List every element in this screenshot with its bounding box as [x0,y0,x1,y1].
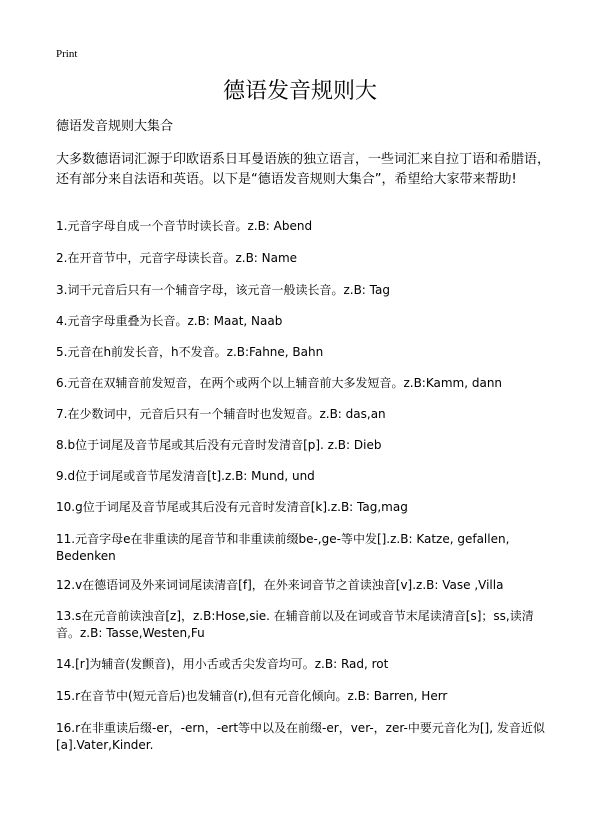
page-title: 德语发音规则大 [222,79,377,104]
print-link[interactable]: Print [56,48,78,60]
rule-item: 15.r在音节中(短元音后)也发辅音(r),但有元音化倾向。z.B: Barren, Herr [56,689,448,703]
rule-item: 7.在少数词中，元音后只有一个辅音时也发短音。z.B: das,an [56,407,386,421]
rule-item: 8.b位于词尾及音节尾或其后没有元音时发清音[p]. z.B: Dieb [56,438,382,452]
rule-item: 1.元音字母自成一个音节时读长音。z.B: Abend [56,219,313,233]
rule-item: 11.元音字母e在非重读的尾音节和非重读前缀be-,ge-等中发[].z.B: Katze, gefallen, Bedenken [56,532,510,563]
rule-item: 12.v在德语词及外来词词尾读清音[f]，在外来词音节之首读浊音[v].z.B: Vase ,Villa [56,578,504,592]
rule-item: 4.元音字母重叠为长音。z.B: Maat, Naab [56,314,283,328]
rule-item: 2.在开音节中，元音字母读长音。z.B: Name [56,251,298,265]
document-subtitle: 德语发音规则大集合 [56,119,174,134]
rule-item: 9.d位于词尾或音节尾发清音[t].z.B: Mund, und [56,469,315,483]
rule-item: 5.元音在h前发长音，h不发音。z.B:Fahne, Bahn [56,345,324,359]
rule-item: 3.词干元音后只有一个辅音字母，该元音一般读长音。z.B: Tag [56,283,390,297]
rule-item: 6.元音在双辅音前发短音，在两个或两个以上辅音前大多发短音。z.B:Kamm, dann [56,376,503,390]
rule-item: 16.r在非重读后缀-er，-ern，-ert等中以及在前缀-er，ver-，zer-中要元音化为[], 发音近似[a].Vater,Kinder. [56,721,545,752]
rule-item: 14.[r]为辅音(发颤音)，用小舌或舌尖发音均可。z.B: Rad, rot [56,657,389,671]
intro-paragraph: 大多数德语词汇源于印欧语系日耳曼语族的独立语言，一些词汇来自拉丁语和希腊语，还有部分来自法语和英语。以下是“德语发音规则大集合”，希望给大家带来帮助! [56,152,551,187]
rule-item: 13.s在元音前读浊音[z]，z.B:Hose,sie. 在辅音前以及在词或音节末尾读清音[s]；ss,读清音。z.B: Tasse,Westen,Fu [56,609,534,640]
rule-item: 10.g位于词尾及音节尾或其后没有元音时发清音[k].z.B: Tag,mag [56,500,408,514]
